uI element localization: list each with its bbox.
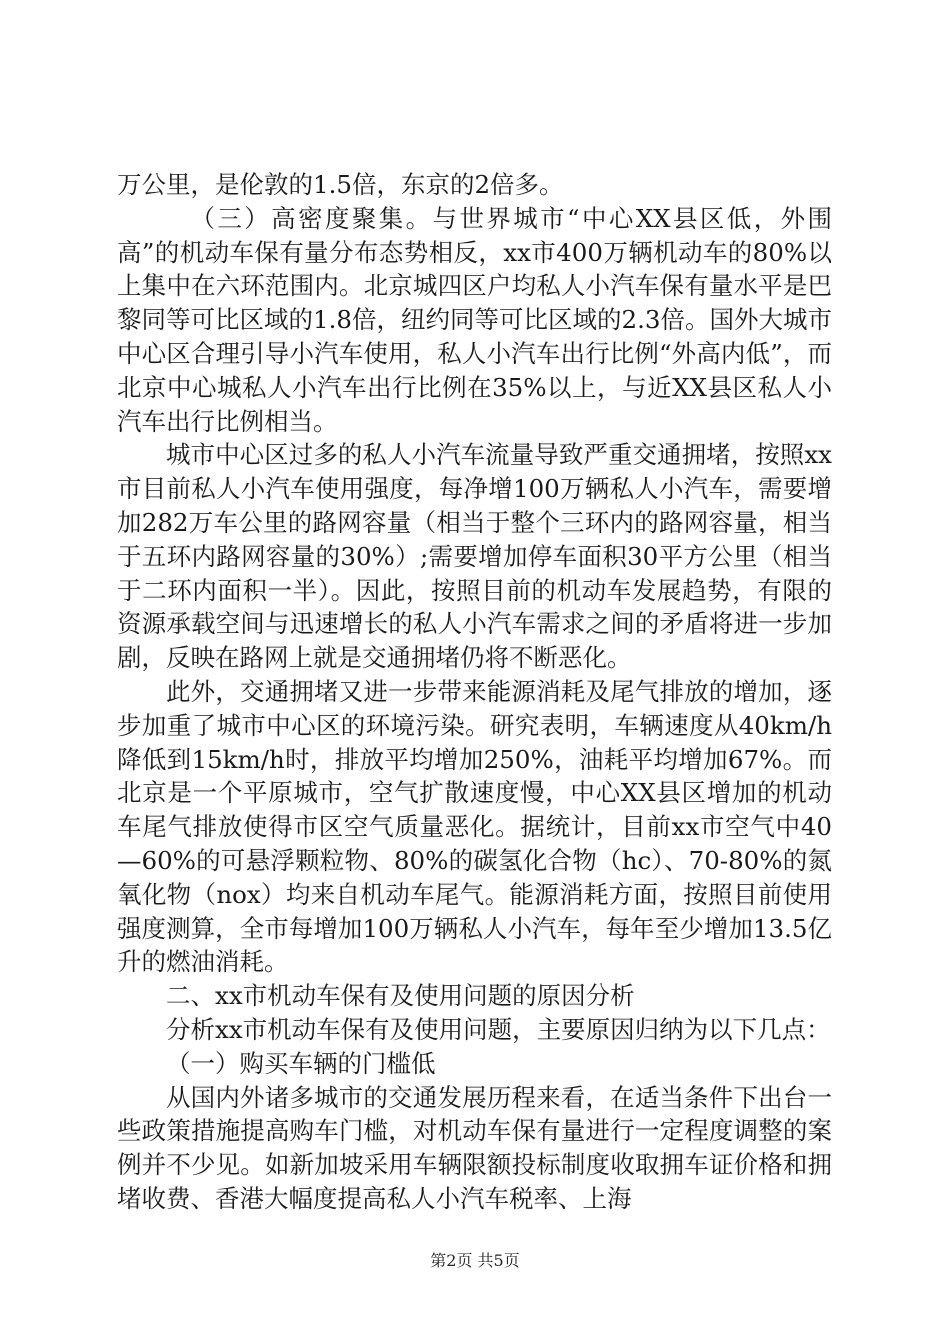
paragraph-congestion: 城市中心区过多的私人小汽车流量导致严重交通拥堵，按照xx市目前私人小汽车使用强度，每净增100万辆私人小汽车，需要增加282万车公里的路网容量（相当于整个三环内的路网容量，相当于五环内路网容量的30%）;需要增加停车面积30平方公里（相当于二环内面积一半）。因此，按照目前的机动车发展趋势，有限的资源承载空间与迅速增长的私人小汽车需求之间的矛盾将进一步加剧，反映在路网上就是交通拥堵仍将不断恶化。 xyxy=(117,440,832,673)
section-heading-cause-analysis: 二、xx市机动车保有及使用问题的原因分析 xyxy=(166,981,635,1011)
page-number-footer: 第2页 共5页 xyxy=(430,1251,520,1270)
subheading-low-threshold: （一）购买车辆的门槛低 xyxy=(166,1048,436,1078)
document-body xyxy=(117,168,832,1216)
paragraph-purchase-policy: 从国内外诸多城市的交通发展历程来看，在适当条件下出台一些政策措施提高购车门槛，对机动车保有量进行一定程度调整的案例并不少见。如新加坡采用车辆限额投标制度收取拥车证价格和拥堵收费、香港大幅度提高私人小汽车税率、上海 xyxy=(117,1082,832,1213)
paragraph-pollution: 此外，交通拥堵又进一步带来能源消耗及尾气排放的增加，逐步加重了城市中心区的环境污染。研究表明，车辆速度从40km/h降低到15km/h时，排放平均增加250%，油耗平均增加67%。而北京是一个平原城市，空气扩散速度慢，中心XX县区增加的机动车尾气排放使得市区空气质量恶化。据统计，目前xx市空气中40—60%的可悬浮颗粒物、80%的碳氢化合物（hc）、70-80%的氮氧化物（nox）均来自机动车尾气。能源消耗方面，按照目前使用强度测算，全市每增加100万辆私人小汽车，每年至少增加13.5亿升的燃油消耗。 xyxy=(117,676,832,977)
paragraph-cause-intro: 分析xx市机动车保有及使用问题，主要原因归纳为以下几点： xyxy=(166,1014,831,1044)
paragraph-continuation: 万公里，是伦敦的1.5倍，东京的2倍多。 xyxy=(117,170,564,199)
paragraph-high-density: （三）高密度聚集。与世界城市“中心XX县区低，外围高”的机动车保有量分布态势相反，xx市400万辆机动车的80%以上集中在六环范围内。北京城四区户均私人小汽车保有量水平是巴黎同等可比区域的1.8倍，纽约同等可比区域的2.3倍。国外大城市中心区合理引导小汽车使用，私人小汽车出行比例“外高内低”，而北京中心城私人小汽车出行比例在35%以上，与近XX县区私人小汽车出行比例相当。 xyxy=(117,203,832,436)
